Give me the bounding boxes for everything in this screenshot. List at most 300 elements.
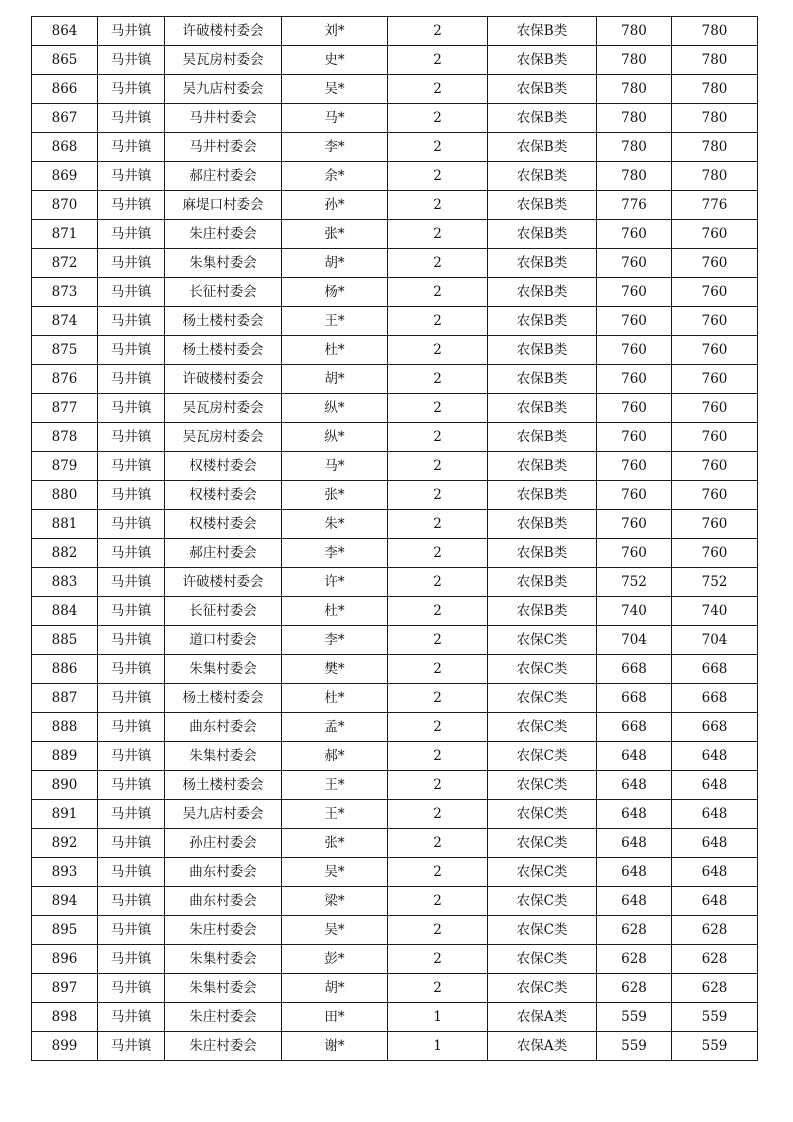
cell-household-count: 2: [388, 220, 488, 249]
cell-serial-number: 885: [32, 626, 98, 655]
cell-household-count: 2: [388, 945, 488, 974]
cell-insurance-category: 农保B类: [488, 17, 597, 46]
cell-monthly-amount: 760: [597, 510, 672, 539]
cell-serial-number: 882: [32, 539, 98, 568]
cell-total-amount: 559: [672, 1003, 758, 1032]
cell-town: 马井镇: [98, 597, 165, 626]
cell-insurance-category: 农保B类: [488, 568, 597, 597]
cell-total-amount: 648: [672, 829, 758, 858]
cell-name: 马*: [282, 104, 388, 133]
cell-insurance-category: 农保C类: [488, 829, 597, 858]
cell-town: 马井镇: [98, 510, 165, 539]
cell-serial-number: 887: [32, 684, 98, 713]
cell-household-count: 2: [388, 771, 488, 800]
cell-name: 史*: [282, 46, 388, 75]
cell-household-count: 2: [388, 858, 488, 887]
cell-village-committee: 杨土楼村委会: [165, 771, 282, 800]
cell-village-committee: 朱集村委会: [165, 945, 282, 974]
cell-town: 马井镇: [98, 220, 165, 249]
cell-town: 马井镇: [98, 539, 165, 568]
cell-village-committee: 长征村委会: [165, 278, 282, 307]
cell-monthly-amount: 776: [597, 191, 672, 220]
cell-town: 马井镇: [98, 481, 165, 510]
cell-household-count: 2: [388, 916, 488, 945]
cell-village-committee: 权楼村委会: [165, 452, 282, 481]
table-row: [32, 800, 758, 829]
cell-village-committee: 曲东村委会: [165, 858, 282, 887]
cell-total-amount: 760: [672, 452, 758, 481]
cell-total-amount: 760: [672, 423, 758, 452]
cell-insurance-category: 农保B类: [488, 162, 597, 191]
cell-total-amount: 780: [672, 17, 758, 46]
cell-town: 马井镇: [98, 568, 165, 597]
table-row: [32, 1003, 758, 1032]
cell-town: 马井镇: [98, 974, 165, 1003]
cell-monthly-amount: 704: [597, 626, 672, 655]
cell-serial-number: 886: [32, 655, 98, 684]
table-row: [32, 191, 758, 220]
cell-village-committee: 许破楼村委会: [165, 365, 282, 394]
cell-village-committee: 权楼村委会: [165, 481, 282, 510]
cell-total-amount: 780: [672, 104, 758, 133]
cell-insurance-category: 农保B类: [488, 423, 597, 452]
cell-serial-number: 889: [32, 742, 98, 771]
cell-name: 胡*: [282, 365, 388, 394]
cell-serial-number: 883: [32, 568, 98, 597]
table-row: [32, 510, 758, 539]
cell-town: 马井镇: [98, 771, 165, 800]
cell-monthly-amount: 648: [597, 771, 672, 800]
cell-town: 马井镇: [98, 1003, 165, 1032]
cell-monthly-amount: 780: [597, 46, 672, 75]
cell-monthly-amount: 760: [597, 220, 672, 249]
cell-town: 马井镇: [98, 858, 165, 887]
cell-total-amount: 648: [672, 742, 758, 771]
cell-serial-number: 877: [32, 394, 98, 423]
cell-town: 马井镇: [98, 191, 165, 220]
cell-monthly-amount: 760: [597, 307, 672, 336]
table-row: [32, 104, 758, 133]
cell-monthly-amount: 559: [597, 1032, 672, 1061]
cell-village-committee: 朱庄村委会: [165, 916, 282, 945]
cell-insurance-category: 农保C类: [488, 858, 597, 887]
cell-serial-number: 895: [32, 916, 98, 945]
cell-serial-number: 878: [32, 423, 98, 452]
cell-village-committee: 长征村委会: [165, 597, 282, 626]
cell-village-committee: 杨土楼村委会: [165, 336, 282, 365]
cell-monthly-amount: 760: [597, 539, 672, 568]
table-row: [32, 17, 758, 46]
cell-household-count: 2: [388, 829, 488, 858]
cell-household-count: 2: [388, 539, 488, 568]
cell-total-amount: 780: [672, 162, 758, 191]
cell-insurance-category: 农保C类: [488, 974, 597, 1003]
cell-total-amount: 740: [672, 597, 758, 626]
cell-household-count: 2: [388, 104, 488, 133]
table-row: [32, 684, 758, 713]
cell-village-committee: 杨土楼村委会: [165, 684, 282, 713]
cell-insurance-category: 农保B类: [488, 481, 597, 510]
cell-insurance-category: 农保B类: [488, 133, 597, 162]
cell-serial-number: 880: [32, 481, 98, 510]
cell-serial-number: 890: [32, 771, 98, 800]
table-row: [32, 365, 758, 394]
cell-serial-number: 881: [32, 510, 98, 539]
cell-monthly-amount: 760: [597, 452, 672, 481]
cell-name: 张*: [282, 220, 388, 249]
cell-household-count: 2: [388, 336, 488, 365]
cell-serial-number: 875: [32, 336, 98, 365]
cell-name: 朱*: [282, 510, 388, 539]
cell-monthly-amount: 760: [597, 336, 672, 365]
cell-insurance-category: 农保B类: [488, 452, 597, 481]
table-row: [32, 1032, 758, 1061]
cell-village-committee: 麻堤口村委会: [165, 191, 282, 220]
cell-serial-number: 898: [32, 1003, 98, 1032]
cell-name: 李*: [282, 539, 388, 568]
cell-village-committee: 吴九店村委会: [165, 75, 282, 104]
cell-town: 马井镇: [98, 452, 165, 481]
cell-household-count: 2: [388, 887, 488, 916]
cell-name: 梁*: [282, 887, 388, 916]
cell-town: 马井镇: [98, 104, 165, 133]
cell-household-count: 2: [388, 394, 488, 423]
cell-name: 杜*: [282, 336, 388, 365]
cell-total-amount: 760: [672, 481, 758, 510]
cell-monthly-amount: 780: [597, 162, 672, 191]
cell-monthly-amount: 648: [597, 858, 672, 887]
cell-name: 李*: [282, 133, 388, 162]
cell-household-count: 2: [388, 800, 488, 829]
cell-monthly-amount: 628: [597, 945, 672, 974]
table-row: [32, 423, 758, 452]
table-row: [32, 481, 758, 510]
cell-serial-number: 864: [32, 17, 98, 46]
cell-town: 马井镇: [98, 829, 165, 858]
cell-insurance-category: 农保C类: [488, 916, 597, 945]
cell-monthly-amount: 648: [597, 800, 672, 829]
table-row: [32, 452, 758, 481]
cell-serial-number: 876: [32, 365, 98, 394]
cell-household-count: 2: [388, 365, 488, 394]
cell-town: 马井镇: [98, 162, 165, 191]
cell-insurance-category: 农保C类: [488, 742, 597, 771]
table-row: [32, 829, 758, 858]
cell-household-count: 2: [388, 597, 488, 626]
cell-name: 杜*: [282, 684, 388, 713]
cell-total-amount: 760: [672, 510, 758, 539]
cell-insurance-category: 农保B类: [488, 278, 597, 307]
cell-household-count: 2: [388, 423, 488, 452]
cell-insurance-category: 农保B类: [488, 539, 597, 568]
cell-monthly-amount: 752: [597, 568, 672, 597]
table-row: [32, 278, 758, 307]
cell-village-committee: 权楼村委会: [165, 510, 282, 539]
cell-monthly-amount: 760: [597, 278, 672, 307]
cell-monthly-amount: 760: [597, 249, 672, 278]
cell-total-amount: 760: [672, 539, 758, 568]
cell-serial-number: 896: [32, 945, 98, 974]
cell-household-count: 2: [388, 568, 488, 597]
table-row: [32, 626, 758, 655]
cell-household-count: 2: [388, 278, 488, 307]
cell-household-count: 2: [388, 46, 488, 75]
cell-insurance-category: 农保C类: [488, 945, 597, 974]
cell-village-committee: 朱庄村委会: [165, 1003, 282, 1032]
cell-serial-number: 891: [32, 800, 98, 829]
cell-monthly-amount: 559: [597, 1003, 672, 1032]
cell-serial-number: 884: [32, 597, 98, 626]
table-row: [32, 597, 758, 626]
cell-village-committee: 朱集村委会: [165, 742, 282, 771]
cell-total-amount: 648: [672, 800, 758, 829]
table-row: [32, 220, 758, 249]
cell-monthly-amount: 648: [597, 887, 672, 916]
cell-town: 马井镇: [98, 713, 165, 742]
cell-village-committee: 马井村委会: [165, 133, 282, 162]
cell-total-amount: 760: [672, 220, 758, 249]
cell-total-amount: 752: [672, 568, 758, 597]
cell-name: 胡*: [282, 249, 388, 278]
cell-name: 吴*: [282, 75, 388, 104]
cell-insurance-category: 农保B类: [488, 307, 597, 336]
cell-village-committee: 吴九店村委会: [165, 800, 282, 829]
table-row: [32, 887, 758, 916]
table-row: [32, 858, 758, 887]
cell-serial-number: 869: [32, 162, 98, 191]
cell-insurance-category: 农保B类: [488, 220, 597, 249]
cell-total-amount: 776: [672, 191, 758, 220]
cell-name: 谢*: [282, 1032, 388, 1061]
cell-total-amount: 760: [672, 336, 758, 365]
cell-serial-number: 899: [32, 1032, 98, 1061]
cell-name: 许*: [282, 568, 388, 597]
table-row: [32, 336, 758, 365]
cell-serial-number: 873: [32, 278, 98, 307]
cell-town: 马井镇: [98, 75, 165, 104]
cell-insurance-category: 农保C类: [488, 800, 597, 829]
cell-insurance-category: 农保B类: [488, 394, 597, 423]
cell-total-amount: 760: [672, 249, 758, 278]
cell-total-amount: 780: [672, 133, 758, 162]
cell-total-amount: 648: [672, 771, 758, 800]
cell-name: 吴*: [282, 858, 388, 887]
cell-serial-number: 872: [32, 249, 98, 278]
cell-household-count: 2: [388, 307, 488, 336]
cell-monthly-amount: 668: [597, 684, 672, 713]
cell-serial-number: 866: [32, 75, 98, 104]
cell-insurance-category: 农保C类: [488, 684, 597, 713]
cell-town: 马井镇: [98, 365, 165, 394]
cell-name: 王*: [282, 307, 388, 336]
cell-serial-number: 867: [32, 104, 98, 133]
cell-town: 马井镇: [98, 394, 165, 423]
cell-total-amount: 628: [672, 945, 758, 974]
cell-total-amount: 760: [672, 307, 758, 336]
beneficiary-table: [31, 16, 758, 1061]
cell-town: 马井镇: [98, 887, 165, 916]
cell-insurance-category: 农保B类: [488, 75, 597, 104]
cell-village-committee: 道口村委会: [165, 626, 282, 655]
cell-monthly-amount: 760: [597, 423, 672, 452]
cell-insurance-category: 农保C类: [488, 713, 597, 742]
cell-household-count: 2: [388, 191, 488, 220]
cell-total-amount: 648: [672, 887, 758, 916]
cell-village-committee: 朱庄村委会: [165, 220, 282, 249]
cell-total-amount: 559: [672, 1032, 758, 1061]
cell-total-amount: 760: [672, 278, 758, 307]
cell-insurance-category: 农保C类: [488, 655, 597, 684]
cell-monthly-amount: 760: [597, 481, 672, 510]
cell-household-count: 2: [388, 249, 488, 278]
cell-household-count: 2: [388, 162, 488, 191]
cell-monthly-amount: 628: [597, 974, 672, 1003]
cell-monthly-amount: 780: [597, 75, 672, 104]
cell-town: 马井镇: [98, 684, 165, 713]
cell-total-amount: 668: [672, 655, 758, 684]
table-row: [32, 713, 758, 742]
cell-town: 马井镇: [98, 249, 165, 278]
cell-name: 杨*: [282, 278, 388, 307]
table-row: [32, 394, 758, 423]
cell-total-amount: 668: [672, 684, 758, 713]
cell-town: 马井镇: [98, 800, 165, 829]
cell-serial-number: 897: [32, 974, 98, 1003]
cell-monthly-amount: 648: [597, 742, 672, 771]
cell-name: 孙*: [282, 191, 388, 220]
table-body: [32, 17, 758, 1061]
cell-insurance-category: 农保A类: [488, 1003, 597, 1032]
cell-name: 樊*: [282, 655, 388, 684]
cell-monthly-amount: 668: [597, 655, 672, 684]
cell-village-committee: 郝庄村委会: [165, 162, 282, 191]
cell-name: 余*: [282, 162, 388, 191]
cell-total-amount: 704: [672, 626, 758, 655]
table-row: [32, 539, 758, 568]
cell-serial-number: 870: [32, 191, 98, 220]
cell-serial-number: 871: [32, 220, 98, 249]
cell-town: 马井镇: [98, 742, 165, 771]
cell-town: 马井镇: [98, 133, 165, 162]
table-row: [32, 307, 758, 336]
cell-town: 马井镇: [98, 655, 165, 684]
cell-monthly-amount: 780: [597, 104, 672, 133]
table-row: [32, 75, 758, 104]
cell-insurance-category: 农保B类: [488, 510, 597, 539]
table-row: [32, 974, 758, 1003]
cell-village-committee: 朱集村委会: [165, 655, 282, 684]
cell-insurance-category: 农保B类: [488, 249, 597, 278]
cell-monthly-amount: 760: [597, 365, 672, 394]
cell-insurance-category: 农保C类: [488, 626, 597, 655]
cell-total-amount: 760: [672, 365, 758, 394]
cell-monthly-amount: 780: [597, 133, 672, 162]
cell-monthly-amount: 648: [597, 829, 672, 858]
cell-household-count: 1: [388, 1003, 488, 1032]
cell-name: 马*: [282, 452, 388, 481]
cell-household-count: 2: [388, 17, 488, 46]
cell-town: 马井镇: [98, 626, 165, 655]
cell-name: 王*: [282, 771, 388, 800]
cell-village-committee: 朱集村委会: [165, 974, 282, 1003]
cell-household-count: 2: [388, 713, 488, 742]
cell-insurance-category: 农保C类: [488, 887, 597, 916]
cell-total-amount: 760: [672, 394, 758, 423]
cell-household-count: 2: [388, 742, 488, 771]
table-row: [32, 162, 758, 191]
cell-insurance-category: 农保C类: [488, 771, 597, 800]
cell-household-count: 2: [388, 75, 488, 104]
cell-village-committee: 曲东村委会: [165, 713, 282, 742]
cell-household-count: 1: [388, 1032, 488, 1061]
cell-household-count: 2: [388, 133, 488, 162]
cell-name: 王*: [282, 800, 388, 829]
cell-monthly-amount: 740: [597, 597, 672, 626]
cell-town: 马井镇: [98, 278, 165, 307]
cell-name: 吴*: [282, 916, 388, 945]
cell-insurance-category: 农保B类: [488, 365, 597, 394]
cell-insurance-category: 农保B类: [488, 336, 597, 365]
cell-monthly-amount: 780: [597, 17, 672, 46]
cell-serial-number: 888: [32, 713, 98, 742]
cell-total-amount: 780: [672, 46, 758, 75]
table-row: [32, 742, 758, 771]
cell-serial-number: 868: [32, 133, 98, 162]
cell-town: 马井镇: [98, 336, 165, 365]
cell-household-count: 2: [388, 626, 488, 655]
cell-insurance-category: 农保B类: [488, 104, 597, 133]
table-row: [32, 46, 758, 75]
cell-name: 张*: [282, 829, 388, 858]
cell-household-count: 2: [388, 481, 488, 510]
table-row: [32, 655, 758, 684]
cell-town: 马井镇: [98, 423, 165, 452]
table-row: [32, 916, 758, 945]
cell-household-count: 2: [388, 684, 488, 713]
cell-town: 马井镇: [98, 307, 165, 336]
cell-name: 刘*: [282, 17, 388, 46]
cell-name: 李*: [282, 626, 388, 655]
table-row: [32, 771, 758, 800]
cell-serial-number: 893: [32, 858, 98, 887]
cell-total-amount: 628: [672, 916, 758, 945]
cell-town: 马井镇: [98, 916, 165, 945]
cell-village-committee: 郝庄村委会: [165, 539, 282, 568]
cell-monthly-amount: 760: [597, 394, 672, 423]
cell-village-committee: 杨土楼村委会: [165, 307, 282, 336]
table-row: [32, 133, 758, 162]
cell-name: 纵*: [282, 423, 388, 452]
cell-household-count: 2: [388, 974, 488, 1003]
cell-name: 纵*: [282, 394, 388, 423]
cell-town: 马井镇: [98, 1032, 165, 1061]
cell-insurance-category: 农保B类: [488, 597, 597, 626]
cell-total-amount: 668: [672, 713, 758, 742]
cell-village-committee: 曲东村委会: [165, 887, 282, 916]
cell-insurance-category: 农保B类: [488, 46, 597, 75]
cell-village-committee: 朱集村委会: [165, 249, 282, 278]
cell-town: 马井镇: [98, 17, 165, 46]
cell-insurance-category: 农保B类: [488, 191, 597, 220]
cell-serial-number: 879: [32, 452, 98, 481]
cell-village-committee: 朱庄村委会: [165, 1032, 282, 1061]
cell-total-amount: 648: [672, 858, 758, 887]
cell-name: 杜*: [282, 597, 388, 626]
cell-name: 郝*: [282, 742, 388, 771]
cell-total-amount: 780: [672, 75, 758, 104]
cell-insurance-category: 农保A类: [488, 1032, 597, 1061]
cell-village-committee: 孙庄村委会: [165, 829, 282, 858]
